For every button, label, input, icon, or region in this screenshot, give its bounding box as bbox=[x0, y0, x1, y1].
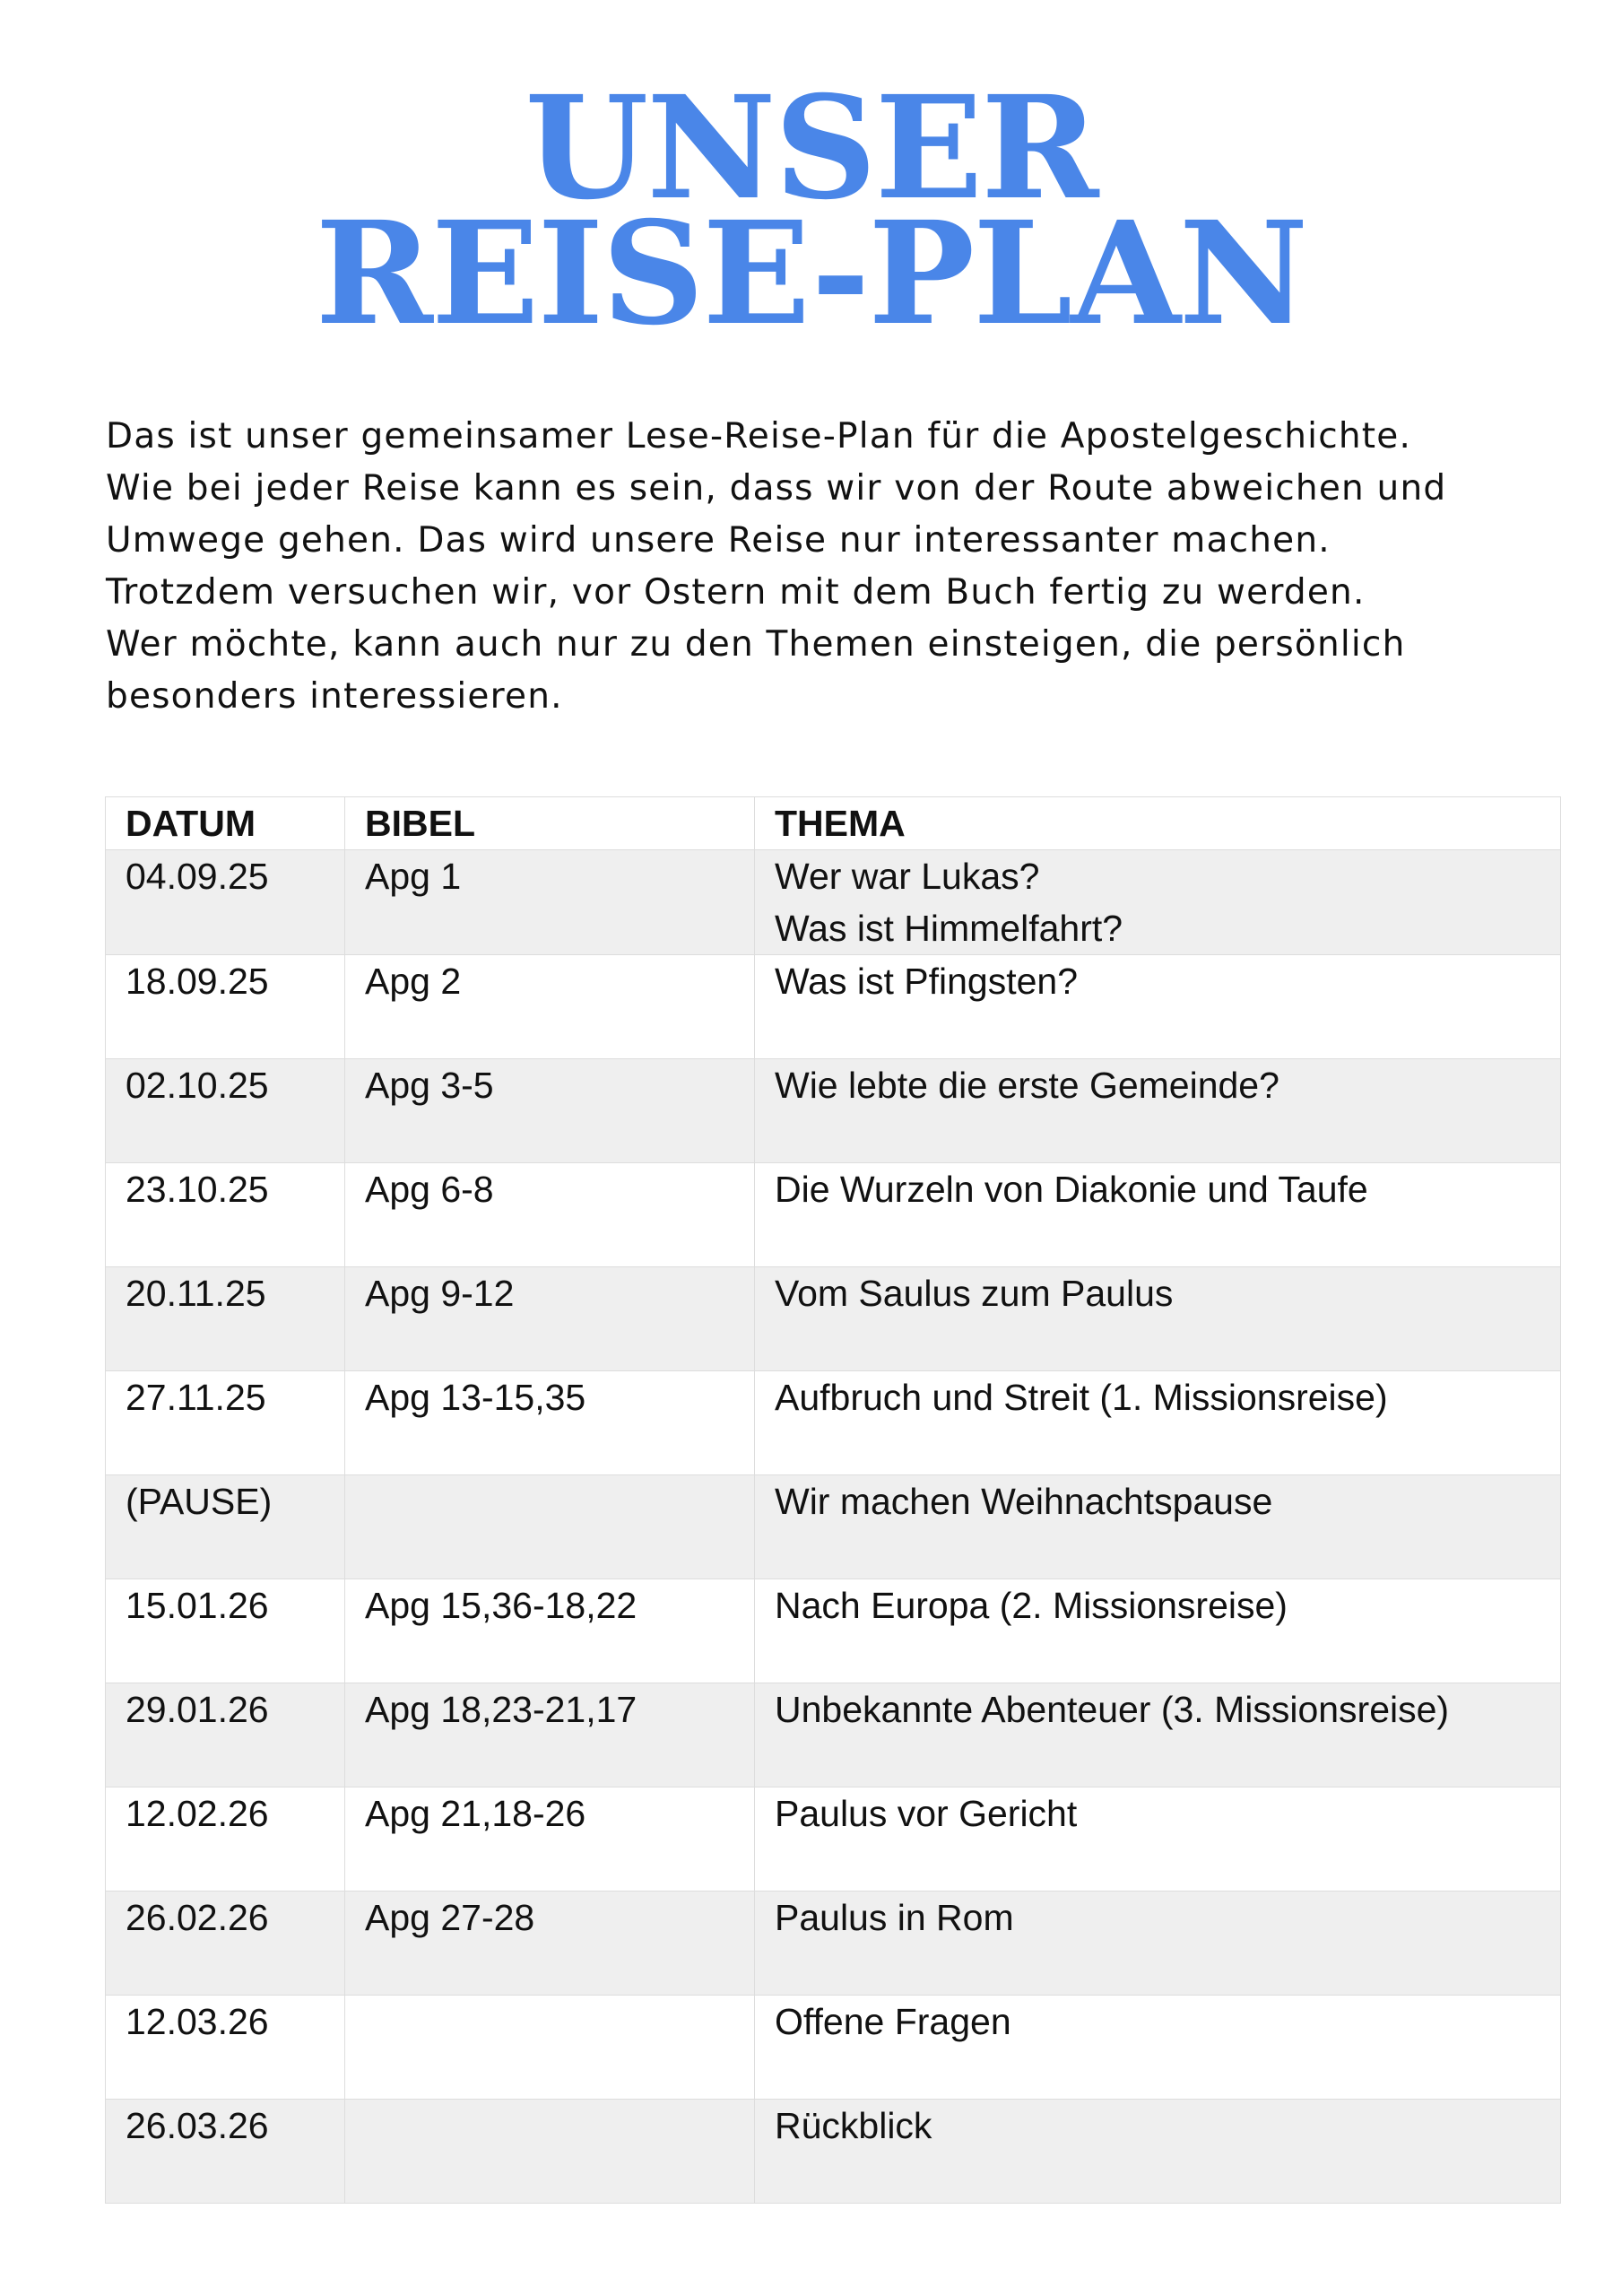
table-row bbox=[106, 1059, 1561, 1163]
cell-bibel: Apg 6-8 bbox=[345, 1163, 755, 1267]
table-row bbox=[106, 1683, 1561, 1787]
intro-line: besonders interessieren. bbox=[106, 676, 563, 717]
cell-datum: 04.09.25 bbox=[106, 850, 345, 955]
column-header-datum: DATUM bbox=[106, 797, 345, 850]
cell-thema: Aufbruch und Streit (1. Missionsreise) bbox=[755, 1371, 1561, 1475]
intro-line: Wer möchte, kann auch nur zu den Themen einsteigen, die persönlich bbox=[106, 624, 1406, 665]
cell-bibel: Apg 21,18-26 bbox=[345, 1787, 755, 1892]
cell-datum: 12.02.26 bbox=[106, 1787, 345, 1892]
cell-thema: Was ist Pfingsten? bbox=[755, 955, 1561, 1059]
table-row bbox=[106, 1163, 1561, 1267]
cell-datum: 18.09.25 bbox=[106, 955, 345, 1059]
intro-line: Trotzdem versuchen wir, vor Ostern mit dem Buch fertig zu werden. bbox=[106, 572, 1366, 613]
page-title bbox=[0, 65, 1622, 357]
cell-datum: 29.01.26 bbox=[106, 1683, 345, 1787]
cell-bibel: Apg 2 bbox=[345, 955, 755, 1059]
column-header-thema: THEMA bbox=[755, 797, 1561, 850]
table-row bbox=[106, 1892, 1561, 1996]
cell-thema: Die Wurzeln von Diakonie und Taufe bbox=[755, 1163, 1561, 1267]
table-header-row bbox=[106, 797, 1561, 850]
table-row bbox=[106, 2100, 1561, 2204]
cell-thema: Wie lebte die erste Gemeinde? bbox=[755, 1059, 1561, 1163]
cell-thema: Paulus in Rom bbox=[755, 1892, 1561, 1996]
cell-datum: 26.02.26 bbox=[106, 1892, 345, 1996]
table-row bbox=[106, 1371, 1561, 1475]
cell-bibel: Apg 1 bbox=[345, 850, 755, 955]
table-row bbox=[106, 1787, 1561, 1892]
intro-paragraph bbox=[106, 411, 1540, 723]
cell-thema: Wir machen Weihnachtspause bbox=[755, 1475, 1561, 1579]
table-row bbox=[106, 1267, 1561, 1371]
cell-bibel: Apg 9-12 bbox=[345, 1267, 755, 1371]
cell-bibel: Apg 15,36-18,22 bbox=[345, 1579, 755, 1683]
intro-line: Das ist unser gemeinsamer Lese-Reise-Plan für die Apostelgeschichte. bbox=[106, 416, 1412, 457]
table-row bbox=[106, 850, 1561, 955]
cell-thema: Vom Saulus zum Paulus bbox=[755, 1267, 1561, 1371]
cell-datum: 27.11.25 bbox=[106, 1371, 345, 1475]
column-header-bibel: BIBEL bbox=[345, 797, 755, 850]
table-row bbox=[106, 955, 1561, 1059]
cell-thema: Paulus vor Gericht bbox=[755, 1787, 1561, 1892]
cell-datum: 02.10.25 bbox=[106, 1059, 345, 1163]
schedule-table bbox=[105, 796, 1561, 2204]
table-row bbox=[106, 1579, 1561, 1683]
cell-thema: Rückblick bbox=[755, 2100, 1561, 2204]
cell-bibel bbox=[345, 2100, 755, 2204]
cell-thema: Offene Fragen bbox=[755, 1996, 1561, 2100]
cell-bibel bbox=[345, 1475, 755, 1579]
cell-datum: (PAUSE) bbox=[106, 1475, 345, 1579]
table-row bbox=[106, 1996, 1561, 2100]
intro-line: Umwege gehen. Das wird unsere Reise nur interessanter machen. bbox=[106, 520, 1331, 561]
cell-datum: 26.03.26 bbox=[106, 2100, 345, 2204]
cell-bibel: Apg 13-15,35 bbox=[345, 1371, 755, 1475]
cell-bibel: Apg 3-5 bbox=[345, 1059, 755, 1163]
thema-line: Wer war Lukas? bbox=[775, 856, 1040, 897]
cell-thema: Nach Europa (2. Missionsreise) bbox=[755, 1579, 1561, 1683]
cell-bibel: Apg 27-28 bbox=[345, 1892, 755, 1996]
title-line-1: UNSER bbox=[525, 65, 1097, 231]
title-line-2: REISE-PLAN bbox=[315, 191, 1307, 357]
cell-datum: 15.01.26 bbox=[106, 1579, 345, 1683]
cell-bibel: Apg 18,23-21,17 bbox=[345, 1683, 755, 1787]
intro-line: Wie bei jeder Reise kann es sein, dass wir von der Route abweichen und bbox=[106, 468, 1447, 509]
cell-thema: Unbekannte Abenteuer (3. Missionsreise) bbox=[755, 1683, 1561, 1787]
cell-datum: 12.03.26 bbox=[106, 1996, 345, 2100]
cell-datum: 20.11.25 bbox=[106, 1267, 345, 1371]
cell-thema bbox=[755, 850, 1561, 955]
cell-bibel bbox=[345, 1996, 755, 2100]
cell-datum: 23.10.25 bbox=[106, 1163, 345, 1267]
table-row bbox=[106, 1475, 1561, 1579]
thema-line: Was ist Himmelfahrt? bbox=[775, 908, 1123, 949]
